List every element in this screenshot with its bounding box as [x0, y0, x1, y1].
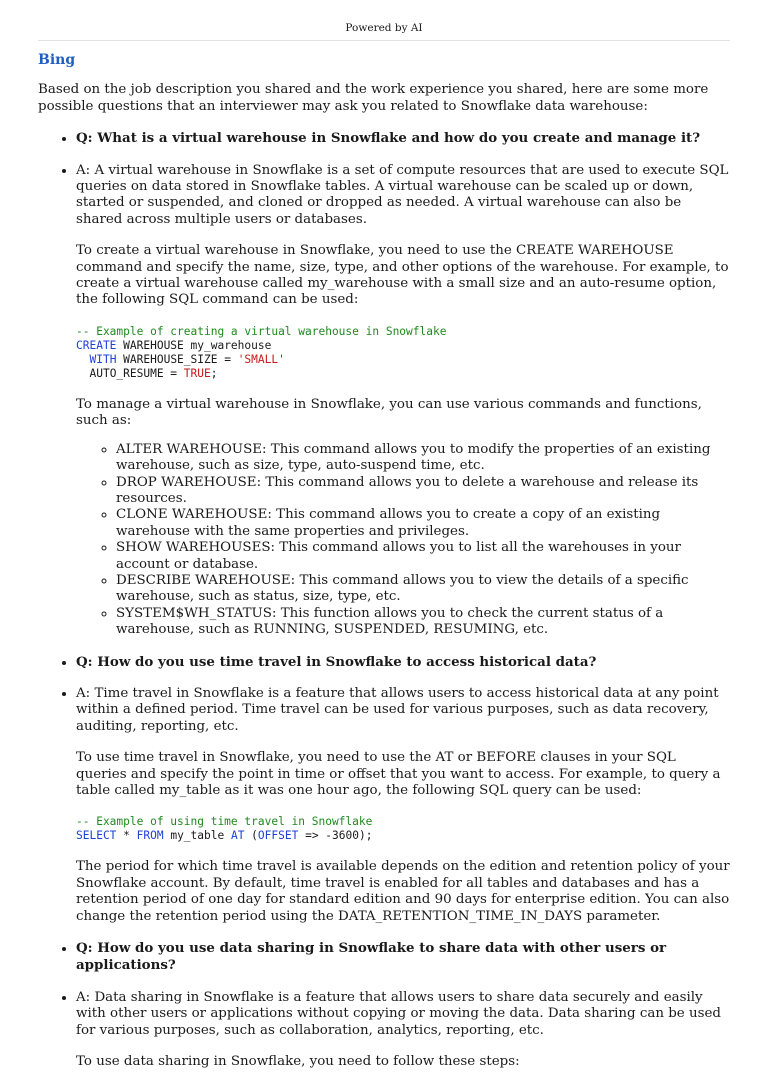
- powered-by-header: [38, 22, 730, 41]
- create-warehouse-code: [76, 325, 730, 381]
- command-item: ◦ CLONE WAREHOUSE: This command allows you to create a copy of an existing warehouse with the same properties and privileges.: [116, 507, 730, 540]
- code-comment: -- Example of creating a virtual warehouse in Snowflake: [76, 324, 447, 338]
- create-warehouse-text: To create a virtual warehouse in Snowflake, you need to use the CREATE WAREHOUSE command and specify the name, size, type, and other options of the warehouse. For example, to create a virtual warehouse called my_warehouse with a small size and an auto-resume option, the following SQL command can be used:: [76, 243, 729, 308]
- command-item: ◦ DESCRIBE WAREHOUSE: This command allows you to view the details of a specific warehouse, such as status, size, type, etc.: [116, 573, 730, 606]
- time-travel-usage-text: To use time travel in Snowflake, you need to use the AT or BEFORE clauses in your SQL queries and specify the point in time or offset that you want to access. For example, to query a table called my_table as it was one hour ago, the following SQL query can be used:: [76, 750, 721, 798]
- brand-title: Bing: [38, 52, 76, 68]
- manage-warehouse-text: To manage a virtual warehouse in Snowflake, you can use various commands and functions, such as:: [76, 396, 702, 429]
- code-keyword: AT: [230, 829, 245, 843]
- answer-3-text: • A: Data sharing in Snowflake is a feature that allows users to share data securely and easily with other users or applications without copying or moving the data. Data sharing can be used for various purposes, such as collaboration, analytics, reporting, etc.: [76, 989, 721, 1038]
- code-text: (: [244, 829, 258, 843]
- command-item: ◦ DROP WAREHOUSE: This command allows you to delete a warehouse and release its resources.: [116, 475, 730, 508]
- code-text: => -3600);: [298, 829, 373, 843]
- command-item: ◦ SYSTEM$WH_STATUS: This function allows you to check the current status of a warehouse, such as RUNNING, SUSPENDED, RESUMING, etc.: [116, 606, 730, 639]
- code-keyword: OFFSET: [257, 829, 299, 843]
- document-body: [38, 52, 730, 1085]
- code-keyword: SELECT: [76, 829, 117, 843]
- question-3: [76, 940, 730, 975]
- code-text: WAREHOUSE my_warehouse: [116, 338, 272, 352]
- intro-paragraph: Based on the job description you shared and the work experience you shared, here are some more possible questions that an interviewer may ask you related to Snowflake data warehouse:: [38, 82, 709, 114]
- answer-1-text: • A: A virtual warehouse in Snowflake is a set of compute resources that are used to execute SQL queries on data stored in Snowflake tables. A virtual warehouse can be scaled up or down, started or suspended, and cloned or dropped as needed. A virtual warehouse can also be shared across multiple users or databases.: [76, 162, 729, 227]
- code-text: AUTO_RESUME =: [89, 366, 184, 380]
- answer-2-text: • A: Time travel in Snowflake is a feature that allows users to access historical data at any point within a defined period. Time travel can be used for various purposes, such as data recovery, auditing, reporting, etc.: [76, 685, 719, 734]
- qa-list: [38, 130, 730, 1070]
- code-keyword: WITH: [89, 352, 117, 366]
- command-item: ◦ SHOW WAREHOUSES: This command allows you to list all the warehouses in your account or database.: [116, 540, 730, 573]
- data-sharing-steps-text: To use data sharing in Snowflake, you need to follow these steps:: [76, 1054, 520, 1070]
- code-string: 'SMALL': [237, 352, 285, 366]
- question-2-text: Q: How do you use time travel in Snowflake to access historical data?: [76, 653, 597, 670]
- code-text: my_table: [163, 829, 231, 843]
- code-boolean: TRUE: [183, 366, 211, 380]
- powered-by-label: Powered by AI: [345, 22, 423, 34]
- code-text: *: [116, 829, 137, 843]
- code-text: WAREHOUSE_SIZE =: [116, 352, 238, 366]
- question-3-text: Q: How do you use data sharing in Snowflake to share data with other users or applications?: [76, 940, 667, 974]
- answer-1: [76, 163, 730, 639]
- question-1: [76, 130, 730, 147]
- code-comment: -- Example of using time travel in Snowflake: [76, 815, 373, 829]
- answer-2: [76, 686, 730, 925]
- code-keyword: FROM: [136, 829, 164, 843]
- warehouse-commands-list: [76, 442, 730, 639]
- question-1-text: Q: What is a virtual warehouse in Snowflake and how do you create and manage it?: [76, 130, 701, 147]
- retention-period-text: The period for which time travel is available depends on the edition and retention policy of your Snowflake account. By default, time travel is enabled for all tables and databases and has a retention period of one day for standard edition and 90 days for enterprise edition. You can also change the retention period using the DATA_RETENTION_TIME_IN_DAYS parameter.: [76, 859, 730, 924]
- code-keyword: CREATE: [76, 338, 117, 352]
- answer-3: [76, 990, 730, 1071]
- command-item: ◦ ALTER WAREHOUSE: This command allows you to modify the properties of an existing warehouse, such as size, type, auto-suspend time, etc.: [116, 442, 730, 475]
- time-travel-code: [76, 815, 730, 843]
- code-text: ;: [210, 366, 218, 380]
- question-2: [76, 654, 730, 671]
